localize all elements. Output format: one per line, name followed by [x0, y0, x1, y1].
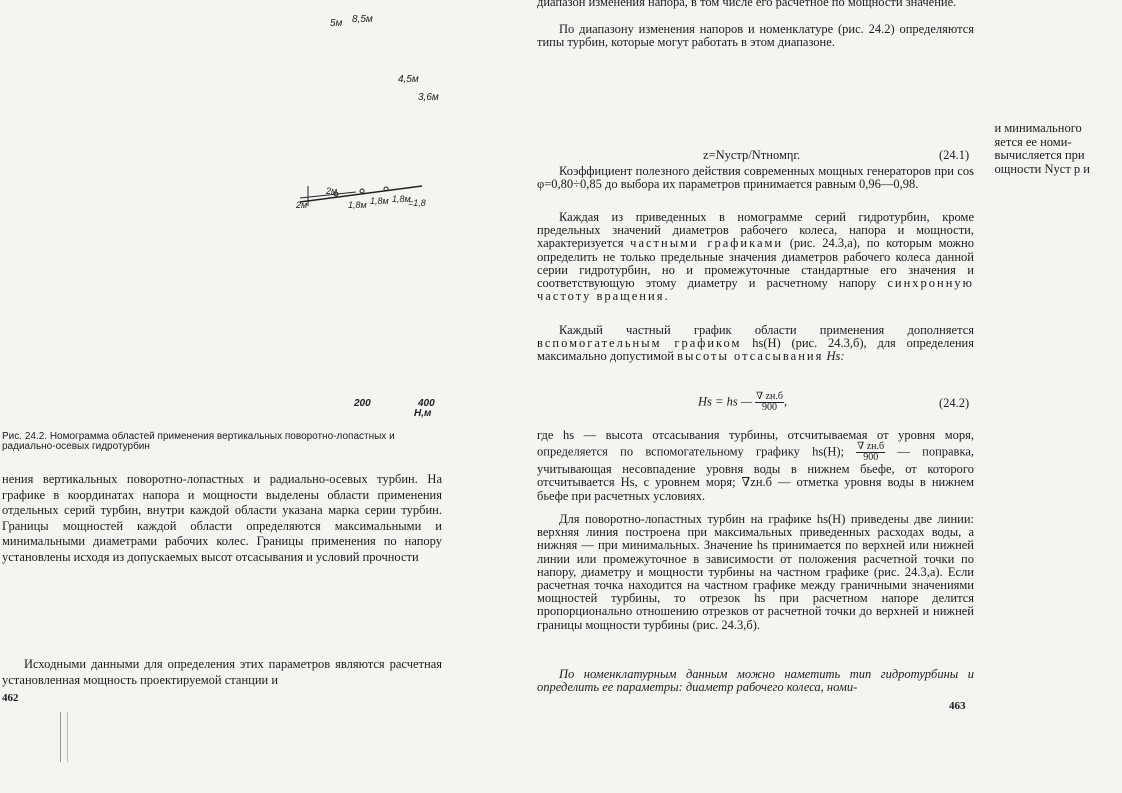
- formula-number: (24.2): [939, 396, 970, 410]
- paragraph-where: где hs — высота отсасывания турбины, отсчитываемая от уровня моря, определяется по вспомогательному графику hs(H); $\frac{\nabla zн.б}{900}$ — поправка, учитывающая несовпадение уровня воды в нижнем бьефе, от которого отсчитывается Hs, с уровнем моря; ∇zн.б — отметка уровня воды в нижнем бьефе при расчетных условиях.: [537, 428, 975, 503]
- nomogram-label: 5м: [330, 18, 343, 29]
- axis-tick-label: 400: [418, 398, 435, 409]
- axis-tick-label: 200: [354, 398, 371, 409]
- nomogram-label: 4,5м: [398, 74, 419, 85]
- inline-fraction: $\frac{\nabla zн.б}{900}$: [857, 441, 885, 464]
- nomogram-label: 1,8м: [392, 194, 411, 204]
- left-paragraph-2: Исходными данными для определения этих параметров являются расчетная установленная мощность проектируемой станции и: [2, 657, 442, 687]
- left-paragraph-1: нения вертикальных поворотно-лопастных и радиально-осевых турбин. На графике в координатах напора и мощности выделены области применения отдельных серий турбин, внутри каждой области указана марка серии турбин. Границы мощностей каждой области определяются максимальными и минимальными диаметрами рабочих колес. Границы применения по напору установлены исходя из допускаемых высот отсасывания и условий прочности: [2, 472, 442, 564]
- formula-number: (24.1): [939, 148, 970, 162]
- nomogram-label: 1,8м: [348, 200, 367, 210]
- paragraph-series: Каждая из приведенных в номограмме серий гидротурбин, кроме предельных значений диаметров рабочего колеса, напора и мощности, характеризуется частными графиками (рис. 24.3,а), по которым можно определить не только предельные значения диаметров рабочего колеса данной серии гидротурбин, но и промежуточные стандартные его значения и соответствующую этому диаметру и расчетному напору синхронную частоту вращения.: [537, 210, 975, 304]
- paragraph-auxiliary-graph: Каждый частный график области применения дополняется вспомогательным графиком hs(H) (рис. 24.3,б), для определения максимально допустимой высоты отсасывания Hs:: [537, 323, 974, 364]
- page-number-left: 462: [2, 692, 19, 704]
- paragraph-italic: По номенклатурным данным можно наметить тип гидротурбины и определить ее параметры: диаметр рабочего колеса, номи-: [537, 667, 974, 695]
- formula-24-1: z=Nустр/Nтномηг.: [703, 148, 801, 162]
- nomogram-label: 2м: [296, 200, 308, 210]
- cut-line: вычисляется при: [994, 148, 1085, 162]
- paragraph-rotary-blade: Для поворотно-лопастных турбин на графике hs(H) приведены две линии: верхняя линия построена при максимальных приведенных расходах воды, а нижняя — при минимальных. Значение hs принимается по верхней или нижней линии или промежуточное в зависимости от положения расчетной точки по напору, диаметру и мощности турбины на частном графике (рис. 24.3,а). Если расчетная точка находится на частном графике между граничными значениями мощностей турбины, то отрезок hs при расчетном напоре делится пропорционально отношению отрезков от расчетной точки до верхней и нижней границы мощности турбины (рис. 24.3,б).: [537, 512, 974, 632]
- right-top-line: диапазон изменения напора, в том числе его расчетное по мощности значение.: [537, 0, 957, 9]
- nomogram-label: 3,6м: [418, 92, 439, 103]
- figure-caption: Рис. 24.2. Номограмма областей применения вертикальных поворотно-лопастных и радиально-осевых гидротурбин: [2, 431, 395, 452]
- right-top-paragraph: По диапазону изменения напоров и номенклатуре (рис. 24.2) определяются типы турбин, которые могут работать в этом диапазоне.: [537, 22, 974, 50]
- cut-line: и минимального: [994, 121, 1082, 135]
- nomogram-label: 2м: [326, 186, 338, 196]
- cut-off-column: [995, 122, 1090, 176]
- formula-24-2: Hs = hs — $\frac{\nabla zн.б}{900}$ ,: [698, 391, 788, 413]
- formula-fraction: $\frac{\nabla zн.б}{900}$: [756, 391, 783, 413]
- nomogram-label: 8,5м: [352, 14, 373, 25]
- cut-line: ощности Nуст р и: [994, 161, 1090, 176]
- binding-gutter: [60, 712, 68, 762]
- axis-unit-label: H,м: [414, 408, 432, 419]
- nomogram-label: 1,8м: [370, 196, 389, 206]
- nomogram-label: =1,8: [408, 198, 426, 208]
- paragraph-efficiency: Коэффициент полезного действия современных мощных генераторов при cos φ=0,80÷0,85 до выбора их параметров принимается равным 0,96—0,98.: [537, 164, 974, 192]
- page-number-right: 463: [949, 700, 966, 712]
- cut-line: яется ее номи-: [994, 134, 1072, 149]
